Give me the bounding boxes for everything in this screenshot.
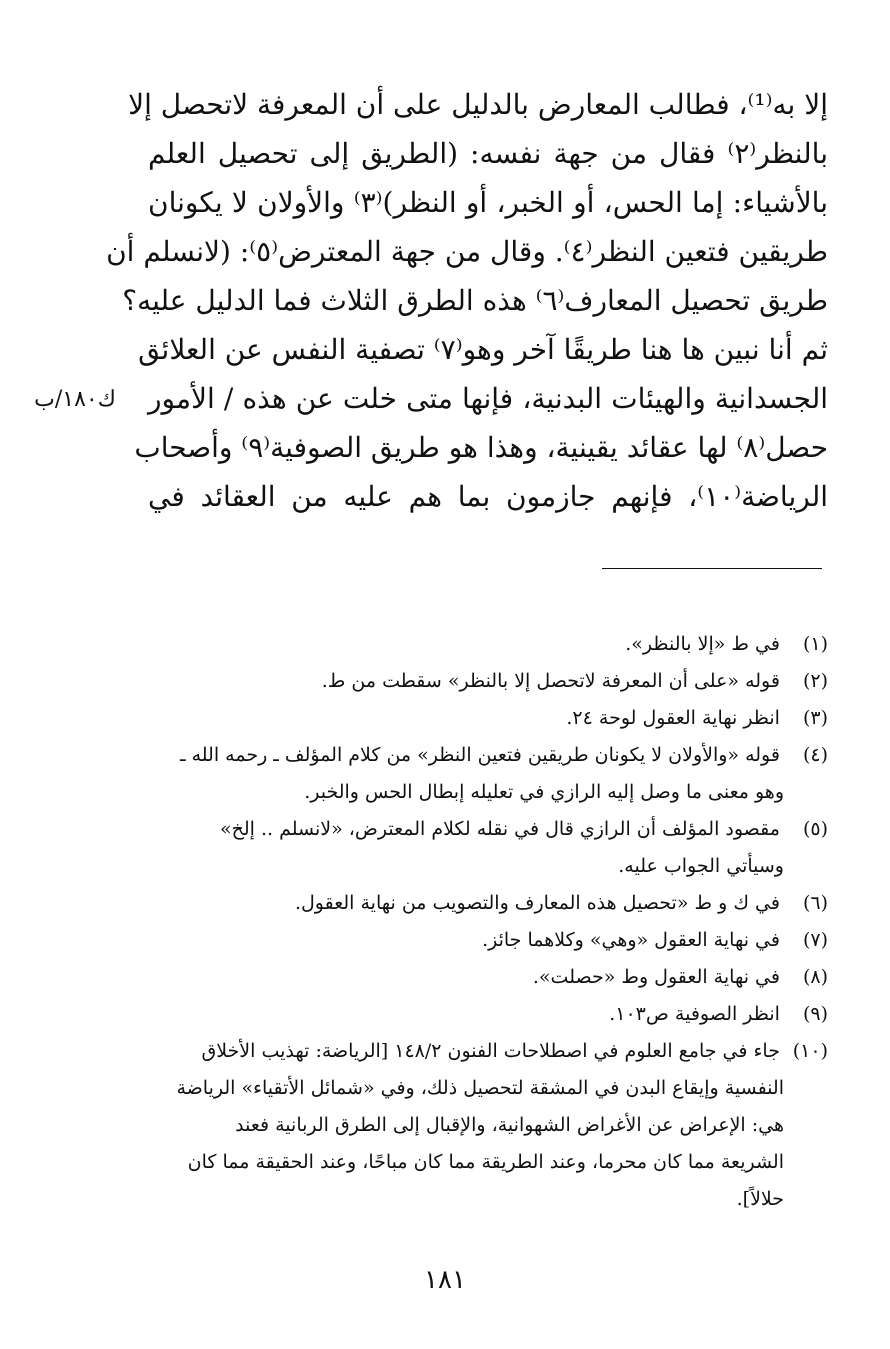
footnote-text: مقصود المؤلف أن الرازي قال في نقله لكلام المعترض، «لانسلم .. إلخ» bbox=[219, 818, 780, 840]
footnote-text: في نهاية العقول «وهي» وكلاهما جائز. bbox=[482, 929, 780, 951]
footnote-text: انظر نهاية العقول لوحة ٢٤. bbox=[566, 707, 780, 729]
footnote bbox=[148, 737, 828, 774]
footnote-continuation: النفسية وإيقاع البدن في المشقة لتحصيل ذلك، وفي «شمائل الأتقياء» الرياضة bbox=[176, 1077, 784, 1099]
footnote-number: (٥) bbox=[802, 818, 828, 840]
page-number: ١٨١ bbox=[424, 1265, 466, 1295]
body-line: بالنظر⁽٢⁾ فقال من جهة نفسه: (الطريق إلى تحصيل العلم bbox=[148, 137, 828, 170]
body-line: الرياضة⁽١٠⁾، فإنهم جازمون بما هم عليه من العقائد في bbox=[148, 480, 828, 513]
footnote bbox=[148, 922, 828, 959]
main-body-text bbox=[106, 80, 828, 521]
footnote-number: (٩) bbox=[802, 1003, 828, 1025]
body-line: إلا به⁽¹⁾، فطالب المعارض بالدليل على أن المعرفة لاتحصل إلا bbox=[128, 88, 828, 121]
footnote-text: في ك و ط «تحصيل هذه المعارف والتصويب من نهاية العقول. bbox=[294, 892, 780, 914]
footnote-number: (١٠) bbox=[792, 1040, 828, 1062]
body-line: حصل⁽٨⁾ لها عقائد يقينية، وهذا هو طريق الصوفية⁽٩⁾ وأصحاب bbox=[134, 431, 828, 464]
footnote-text: جاء في جامع العلوم في اصطلاحات الفنون ١٤٨/٢ [الرياضة: تهذيب الأخلاق bbox=[201, 1040, 780, 1062]
footnote-number: (٨) bbox=[802, 966, 828, 988]
footnote-number: (١) bbox=[802, 633, 828, 655]
footnote bbox=[148, 700, 828, 737]
footnote bbox=[148, 811, 828, 848]
body-line: بالأشياء: إما الحس، أو الخبر، أو النظر)⁽٣⁾ والأولان لا يكونان bbox=[148, 186, 828, 219]
footnote bbox=[148, 959, 828, 996]
footnote bbox=[148, 996, 828, 1033]
footnote-number: (٤) bbox=[802, 744, 828, 766]
manuscript-folio-note: ك١٨٠/ب bbox=[34, 387, 116, 412]
body-line: ثم أنا نبين ها هنا طريقًا آخر وهو⁽٧⁾ تصفية النفس عن العلائق bbox=[138, 333, 828, 366]
footnote-continuation: الشريعة مما كان محرما، وعند الطريقة مما كان مباحًا، وعند الحقيقة مما كان bbox=[187, 1151, 784, 1173]
footnote-number: (٦) bbox=[802, 892, 828, 914]
footnote bbox=[148, 626, 828, 663]
footnote-continuation: وهو معنى ما وصل إليه الرازي في تعليله إبطال الحس والخبر. bbox=[304, 781, 784, 803]
footnote-continuation: هي: الإعراض عن الأغراض الشهوانية، والإقبال إلى الطرق الربانية فعند bbox=[235, 1114, 784, 1136]
footnote-text: انظر الصوفية ص١٠٣. bbox=[609, 1003, 780, 1025]
footnote-text: قوله «والأولان لا يكونان طريقين فتعين النظر» من كلام المؤلف ـ رحمه الله ـ bbox=[179, 744, 780, 766]
body-line: طريق تحصيل المعارف⁽٦⁾ هذه الطرق الثلاث فما الدليل عليه؟ bbox=[122, 284, 828, 317]
body-line: طريقين فتعين النظر⁽٤⁾. وقال من جهة المعترض⁽٥⁾: (لانسلم أن bbox=[106, 235, 828, 268]
footnote-separator bbox=[602, 568, 822, 569]
footnote-continuation: حلالاً]. bbox=[736, 1188, 784, 1210]
footnote bbox=[148, 885, 828, 922]
footnote-number: (٣) bbox=[802, 707, 828, 729]
footnote bbox=[148, 1033, 828, 1070]
footnote-text: قوله «على أن المعرفة لاتحصل إلا بالنظر» سقطت من ط. bbox=[321, 670, 780, 692]
footnote-number: (٢) bbox=[802, 670, 828, 692]
footnote-text: في نهاية العقول وط «حصلت». bbox=[532, 966, 780, 988]
body-line: الجسدانية والهيئات البدنية، فإنها متى خلت عن هذه / الأمور bbox=[148, 382, 828, 415]
footnote-number: (٧) bbox=[802, 929, 828, 951]
footnote-text: في ط «إلا بالنظر». bbox=[625, 633, 780, 655]
footnote-continuation: وسيأتي الجواب عليه. bbox=[618, 855, 784, 877]
footnotes bbox=[148, 626, 828, 1218]
footnote bbox=[148, 663, 828, 700]
